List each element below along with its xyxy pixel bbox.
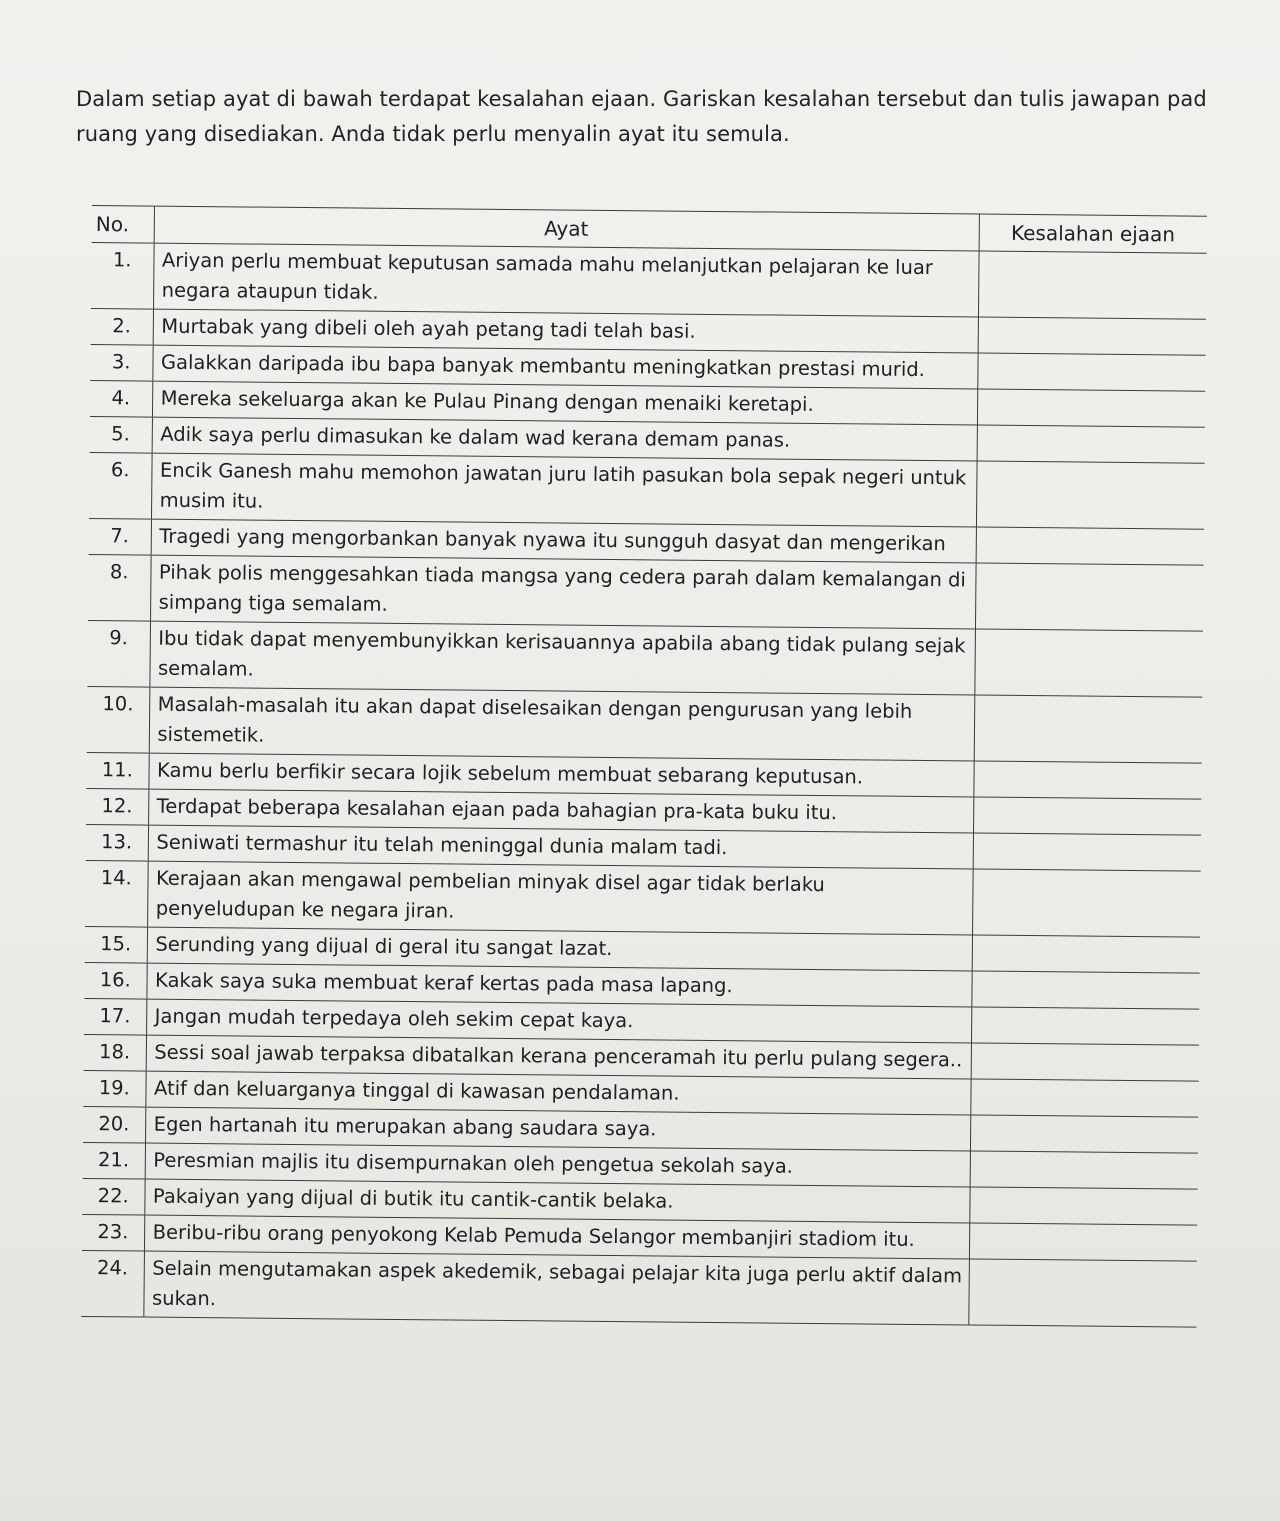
row-number: 10. xyxy=(87,686,150,753)
row-sentence: Atif dan keluarganya tinggal di kawasan pendalaman. xyxy=(145,1071,970,1115)
table-row xyxy=(89,452,1205,529)
row-sentence: Peresmian majlis itu disempurnakan oleh pengetua sekolah saya. xyxy=(145,1143,970,1187)
row-sentence: Terdapat beberapa kesalahan ejaan pada bahagian pra-kata buku itu. xyxy=(148,789,973,833)
row-number: 20. xyxy=(83,1106,145,1143)
answer-field[interactable] xyxy=(976,461,1205,529)
row-number: 23. xyxy=(82,1214,144,1251)
answer-field[interactable] xyxy=(972,935,1200,973)
table-row xyxy=(85,860,1201,937)
answer-field[interactable] xyxy=(974,695,1203,763)
row-number: 24. xyxy=(81,1250,144,1317)
row-sentence: Encik Ganesh mahu memohon jawatan juru latih pasukan bola sepak negeri untuk musim itu. xyxy=(151,453,977,527)
row-number: 18. xyxy=(84,1034,146,1071)
row-sentence: Seniwati termashur itu telah meninggal dunia malam tadi. xyxy=(148,825,973,869)
header-ayat: Ayat xyxy=(154,206,979,251)
row-sentence: Pakaiyan yang dijual di butik itu cantik-cantik belaka. xyxy=(144,1179,969,1223)
row-number: 11. xyxy=(86,752,148,789)
answer-field[interactable] xyxy=(977,425,1205,463)
row-number: 4. xyxy=(90,380,152,417)
answer-field[interactable] xyxy=(973,761,1201,799)
row-sentence: Ariyan perlu membuat keputusan samada mahu melanjutkan pelajaran ke luar negara ataupun tidak. xyxy=(153,243,979,317)
row-sentence: Egen hartanah itu merupakan abang saudara saya. xyxy=(145,1107,970,1151)
row-number: 15. xyxy=(85,926,147,963)
answer-field[interactable] xyxy=(978,251,1207,319)
answer-field[interactable] xyxy=(969,1187,1197,1225)
table-row xyxy=(81,1250,1197,1327)
answer-field[interactable] xyxy=(977,353,1205,391)
answer-field[interactable] xyxy=(973,833,1201,871)
answer-field[interactable] xyxy=(974,629,1203,697)
row-number: 12. xyxy=(86,788,148,825)
row-number: 8. xyxy=(88,554,151,621)
answer-field[interactable] xyxy=(971,1043,1199,1081)
row-sentence: Jangan mudah terpedaya oleh sekim cepat kaya. xyxy=(146,999,971,1043)
row-sentence: Beribu-ribu orang penyokong Kelab Pemuda Selangor membanjiri stadiom itu. xyxy=(144,1215,969,1259)
instruction-line-1: Dalam setiap ayat di bawah terdapat kesalahan ejaan. Gariskan kesalahan tersebut dan tulis jawapan pad xyxy=(76,87,1207,111)
row-number: 13. xyxy=(86,824,148,861)
row-number: 22. xyxy=(82,1178,144,1215)
spelling-table-container xyxy=(80,205,1207,1516)
answer-field[interactable] xyxy=(978,317,1206,355)
table-body xyxy=(81,242,1206,1327)
row-number: 21. xyxy=(83,1142,145,1179)
row-number: 3. xyxy=(90,344,152,381)
row-number: 14. xyxy=(85,860,148,927)
spelling-error-table xyxy=(81,205,1207,1328)
row-number: 5. xyxy=(90,416,152,453)
answer-field[interactable] xyxy=(970,1079,1198,1117)
row-sentence: Mereka sekeluarga akan ke Pulau Pinang dengan menaiki keretapi. xyxy=(152,381,977,425)
row-sentence: Kamu berlu berfikir secara lojik sebelum membuat sebarang keputusan. xyxy=(148,753,973,797)
row-number: 7. xyxy=(89,518,151,555)
answer-field[interactable] xyxy=(977,389,1205,427)
row-number: 6. xyxy=(89,452,152,519)
answer-field[interactable] xyxy=(976,527,1204,565)
answer-field[interactable] xyxy=(970,1115,1198,1153)
header-kesalahan-ejaan: Kesalahan ejaan xyxy=(979,214,1207,253)
row-sentence: Murtabak yang dibeli oleh ayah petang tadi telah basi. xyxy=(153,309,978,353)
row-sentence: Kerajaan akan mengawal pembelian minyak disel agar tidak berlaku penyeludupan ke negara jiran. xyxy=(147,861,973,935)
answer-field[interactable] xyxy=(972,869,1201,937)
answer-field[interactable] xyxy=(969,1223,1197,1261)
row-number: 2. xyxy=(91,308,153,345)
row-sentence: Ibu tidak dapat menyembunyikkan kerisauannya apabila abang tidak pulang sejak semalam. xyxy=(149,621,975,695)
row-number: 19. xyxy=(83,1070,145,1107)
answer-field[interactable] xyxy=(971,971,1199,1009)
table-row xyxy=(88,554,1204,631)
answer-field[interactable] xyxy=(970,1151,1198,1189)
answer-field[interactable] xyxy=(968,1259,1197,1327)
row-sentence: Galakkan daripada ibu bapa banyak membantu meningkatkan prestasi murid. xyxy=(152,345,977,389)
instruction-text xyxy=(76,82,1276,152)
row-sentence: Selain mengutamakan aspek akedemik, sebagai pelajar kita juga perlu aktif dalam sukan. xyxy=(143,1251,969,1325)
row-number: 9. xyxy=(87,620,150,687)
row-number: 16. xyxy=(84,962,146,999)
row-sentence: Masalah-masalah itu akan dapat diselesaikan dengan pengurusan yang lebih sistemetik. xyxy=(149,687,975,761)
row-sentence: Pihak polis menggesahkan tiada mangsa yang cedera parah dalam kemalangan di simpang tiga semalam. xyxy=(150,555,976,629)
table-row xyxy=(91,242,1207,319)
row-number: 17. xyxy=(84,998,146,1035)
answer-field[interactable] xyxy=(973,797,1201,835)
instruction-line-2: ruang yang disediakan. Anda tidak perlu menyalin ayat itu semula. xyxy=(76,122,790,146)
row-sentence: Kakak saya suka membuat keraf kertas pada masa lapang. xyxy=(146,963,971,1007)
table-row xyxy=(87,686,1203,763)
row-number: 1. xyxy=(91,242,154,309)
row-sentence: Sessi soal jawab terpaksa dibatalkan kerana penceramah itu perlu pulang segera.. xyxy=(146,1035,971,1079)
header-no: No. xyxy=(92,205,154,243)
answer-field[interactable] xyxy=(975,563,1204,631)
row-sentence: Serunding yang dijual di geral itu sangat lazat. xyxy=(147,927,972,971)
row-sentence: Tragedi yang mengorbankan banyak nyawa itu sungguh dasyat dan mengerikan xyxy=(151,519,976,563)
table-row xyxy=(87,620,1203,697)
row-sentence: Adik saya perlu dimasukan ke dalam wad kerana demam panas. xyxy=(152,417,977,461)
answer-field[interactable] xyxy=(971,1007,1199,1045)
